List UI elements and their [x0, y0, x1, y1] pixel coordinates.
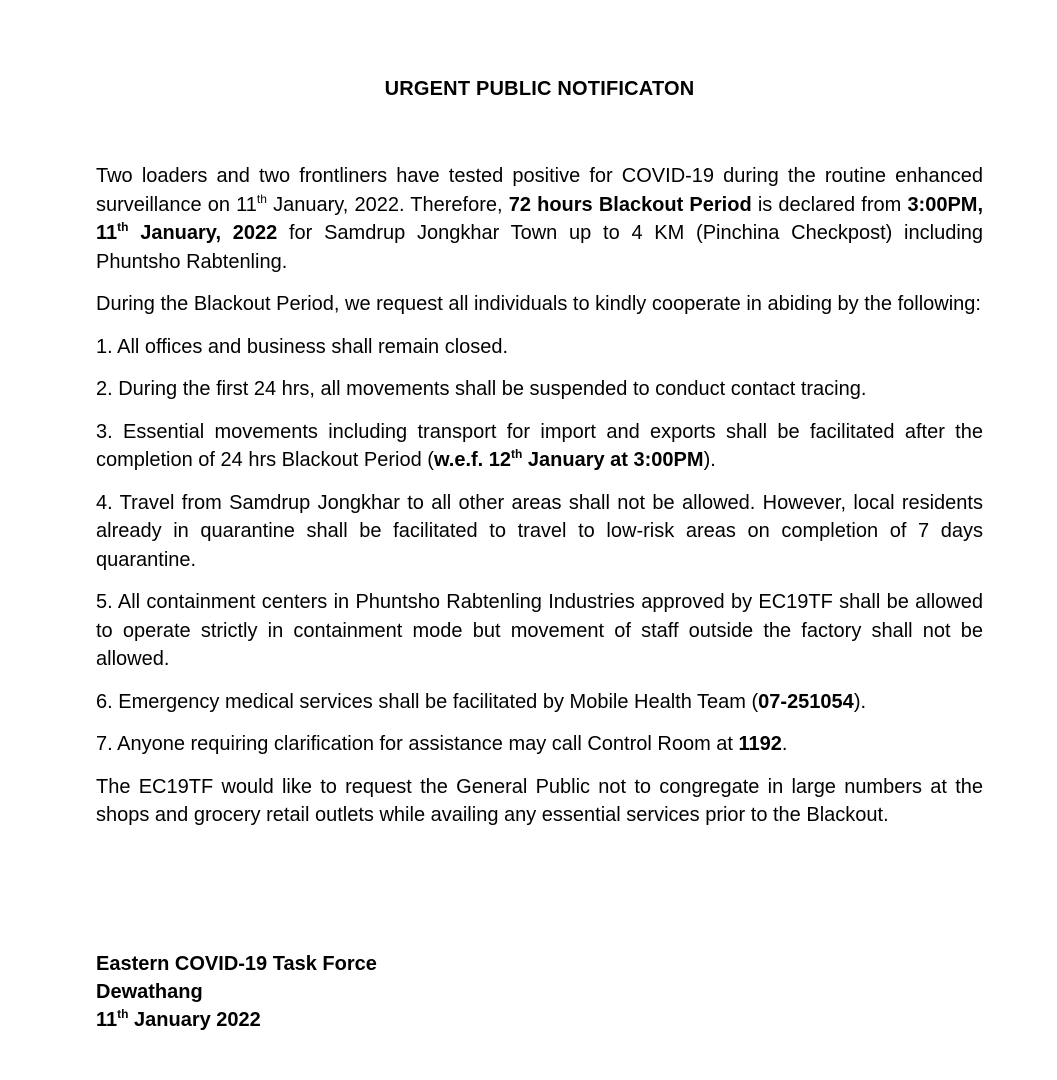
intro-text-7: for Samdrup Jongkhar Town up to 4 KM (Pinchina Checkpost) including Phuntsho Rabtenling. [96, 222, 984, 273]
list-item-2: 2. During the first 24 hrs, all movements shall be suspended to conduct contact tracing. [96, 378, 867, 400]
list-item-1: 1. All offices and business shall remain closed. [96, 335, 509, 358]
list-item-5: 5. All containment centers in Phuntsho Rabtenling Industries approved by EC19TF shall be allowed to operate strictly in containment mode but movement of staff outside the factory shall not be allowed. [96, 591, 983, 670]
signature-org: Eastern COVID-19 Task Force [96, 953, 377, 975]
item-3-sup: th [511, 447, 523, 461]
start-date-highlight: January, 2022 [128, 222, 278, 244]
signature-date-day: 11 [96, 1009, 118, 1031]
closing-paragraph: The EC19TF would like to request the General Public not to congregate in large numbers at the shops and grocery retail outlets while availing any essential services prior to the Blackout. [96, 775, 983, 826]
signature-date-rest: January 2022 [128, 1009, 261, 1031]
item-7-text: 7. Anyone requiring clarification for assistance may call Control Room at [96, 733, 739, 755]
intro-sup-1: th [256, 191, 267, 206]
request-paragraph: During the Blackout Period, we request all individuals to kindly cooperate in abiding by the following: [96, 293, 981, 315]
list-item-3 [96, 418, 983, 475]
item-7-end: . [781, 733, 788, 755]
list-item-7 [96, 730, 983, 759]
intro-text-1: Two loaders and two frontliners have tested positive for COVID-19 during the routine enhanced surveillance on 11 [96, 165, 983, 216]
list-item-6 [96, 688, 983, 717]
signature-place: Dewathang [96, 981, 203, 1003]
item-3-text: 3. Essential movements including transport for import and exports shall be facilitated after the completion of 24 hrs Blackout Period ( [96, 420, 983, 471]
item-3-date-highlight: w.e.f. 12 [433, 449, 512, 471]
signature-block [96, 950, 696, 1034]
document-body [96, 162, 983, 844]
intro-paragraph [96, 162, 983, 276]
blackout-period-highlight: 72 hours Blackout Period [508, 193, 752, 216]
start-time-highlight: 3:00PM, 11 [96, 193, 984, 244]
mobile-health-phone: 07-251054 [758, 690, 854, 713]
item-3-end: ). [703, 449, 716, 471]
control-room-number: 1192 [738, 733, 782, 755]
document-title: URGENT PUBLIC NOTIFICATON [384, 78, 695, 100]
intro-text-4: is declared from [751, 193, 908, 216]
signature-date-sup: th [117, 1007, 129, 1021]
list-item-4: 4. Travel from Samdrup Jongkhar to all other areas shall not be allowed. However, local residents already in quarantine shall be facilitated to travel to low-risk areas on completion of 7 days quarantine. [96, 491, 983, 571]
intro-text-2: January, 2022. Therefore, [266, 193, 509, 216]
item-6-text: 6. Emergency medical services shall be facilitated by Mobile Health Team ( [96, 690, 759, 713]
signature-date [96, 1006, 696, 1034]
item-6-end: ). [853, 690, 867, 713]
start-date-sup: th [117, 220, 129, 234]
item-3-time-highlight: January at 3:00PM [522, 449, 704, 471]
